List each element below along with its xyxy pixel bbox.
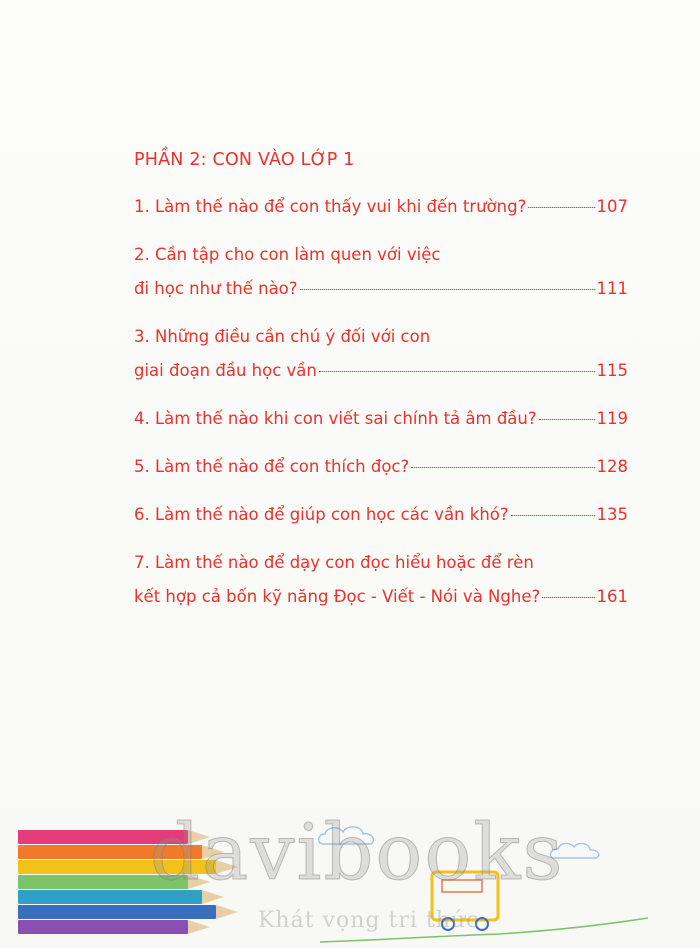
pencil-6 — [18, 905, 216, 919]
page-number: 107 — [596, 197, 628, 216]
dot-leader — [319, 371, 595, 372]
toc-entry-4[interactable] — [134, 402, 628, 436]
toc-entry-text: 6. Làm thế nào để giúp con học các vần khó? — [134, 505, 509, 524]
toc-entry-2[interactable] — [134, 238, 628, 306]
publisher-watermark: davibooks — [150, 808, 565, 898]
toc-entry-6[interactable] — [134, 498, 628, 532]
toc-entry-text: đi học như thế nào? — [134, 279, 298, 298]
page-number: 128 — [596, 457, 628, 476]
pencil-tip — [188, 920, 210, 934]
toc-entry-text: 3. Những điều cần chú ý đối với con — [134, 327, 431, 346]
toc-entry-text: giai đoạn đầu học vần — [134, 361, 317, 380]
dot-leader — [300, 289, 595, 290]
page-number: 115 — [596, 361, 628, 380]
toc-entry-text: 7. Làm thế nào để dạy con đọc hiểu hoặc để rèn — [134, 553, 534, 572]
table-of-contents — [134, 150, 628, 628]
dot-leader — [411, 467, 594, 468]
toc-entry-5[interactable] — [134, 450, 628, 484]
page-number: 161 — [596, 587, 628, 606]
toc-entry-3[interactable] — [134, 320, 628, 388]
toc-entry-text: 2. Cần tập cho con làm quen với việc — [134, 245, 441, 264]
toc-entry-text: 1. Làm thế nào để con thấy vui khi đến trường? — [134, 197, 527, 216]
dot-leader — [542, 597, 594, 598]
section-title: PHẦN 2: CON VÀO LỚP 1 — [134, 150, 355, 170]
pencil-tip — [216, 905, 238, 919]
publisher-tagline: Khát vọng tri thức — [258, 908, 480, 933]
toc-entry-7[interactable] — [134, 546, 628, 614]
page-number: 135 — [596, 505, 628, 524]
dot-leader — [511, 515, 595, 516]
page-number: 111 — [596, 279, 628, 298]
toc-entry-text: 5. Làm thế nào để con thích đọc? — [134, 457, 410, 476]
toc-entry-text: 4. Làm thế nào khi con viết sai chính tả âm đầu? — [134, 409, 537, 428]
toc-entry-text: kết hợp cả bốn kỹ năng Đọc - Viết - Nói và Nghe? — [134, 587, 541, 606]
page-number: 119 — [596, 409, 628, 428]
pencil-7 — [18, 920, 188, 934]
toc-entry-1[interactable] — [134, 190, 628, 224]
dot-leader — [539, 419, 595, 420]
dot-leader — [528, 207, 594, 208]
